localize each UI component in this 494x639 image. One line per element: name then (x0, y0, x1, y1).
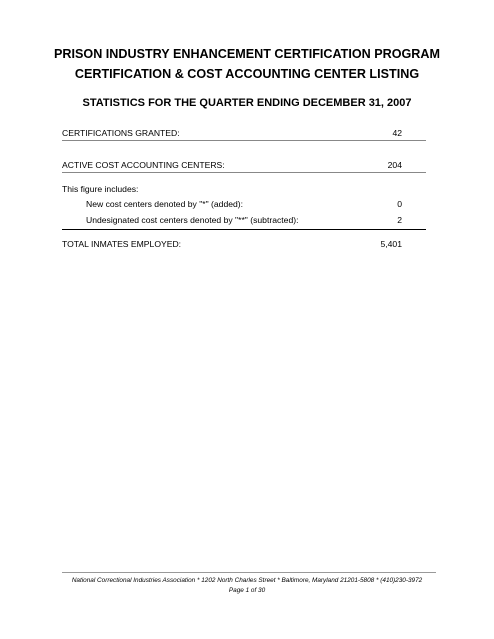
active-centers-value: 204 (387, 160, 402, 170)
inmates-value: 5,401 (380, 239, 402, 249)
divider (62, 140, 426, 141)
divider (62, 172, 426, 173)
footer-divider (62, 572, 436, 573)
undesignated-value: 2 (397, 215, 402, 225)
certifications-row (62, 128, 402, 138)
includes-label: This figure includes: (62, 184, 139, 194)
document-title-line-2: CERTIFICATION & COST ACCOUNTING CENTER LISTING (74, 67, 420, 81)
document-title-line-1: PRISON INDUSTRY ENHANCEMENT CERTIFICATION PROGRAM (54, 47, 440, 61)
inmates-row (62, 239, 402, 249)
active-centers-label: ACTIVE COST ACCOUNTING CENTERS: (62, 160, 225, 170)
document-subtitle: STATISTICS FOR THE QUARTER ENDING DECEMBER 31, 2007 (82, 97, 412, 109)
divider (62, 229, 426, 230)
active-centers-row (62, 160, 402, 170)
includes-row (62, 184, 402, 194)
certifications-label: CERTIFICATIONS GRANTED: (62, 128, 180, 138)
undesignated-label: Undesignated cost centers denoted by "**" (subtracted): (86, 215, 299, 225)
undesignated-row (86, 215, 402, 225)
new-centers-row (86, 199, 402, 209)
new-centers-label: New cost centers denoted by "*" (added): (86, 199, 244, 209)
page-number: Page 1 of 30 (228, 587, 266, 594)
footer-address: National Correctional Industries Association * 1202 North Charles Street * Baltimore, Maryland 21201-5808 * (410)230-3972 (71, 577, 423, 584)
inmates-label: TOTAL INMATES EMPLOYED: (62, 239, 182, 249)
certifications-value: 42 (392, 128, 402, 138)
new-centers-value: 0 (397, 199, 402, 209)
